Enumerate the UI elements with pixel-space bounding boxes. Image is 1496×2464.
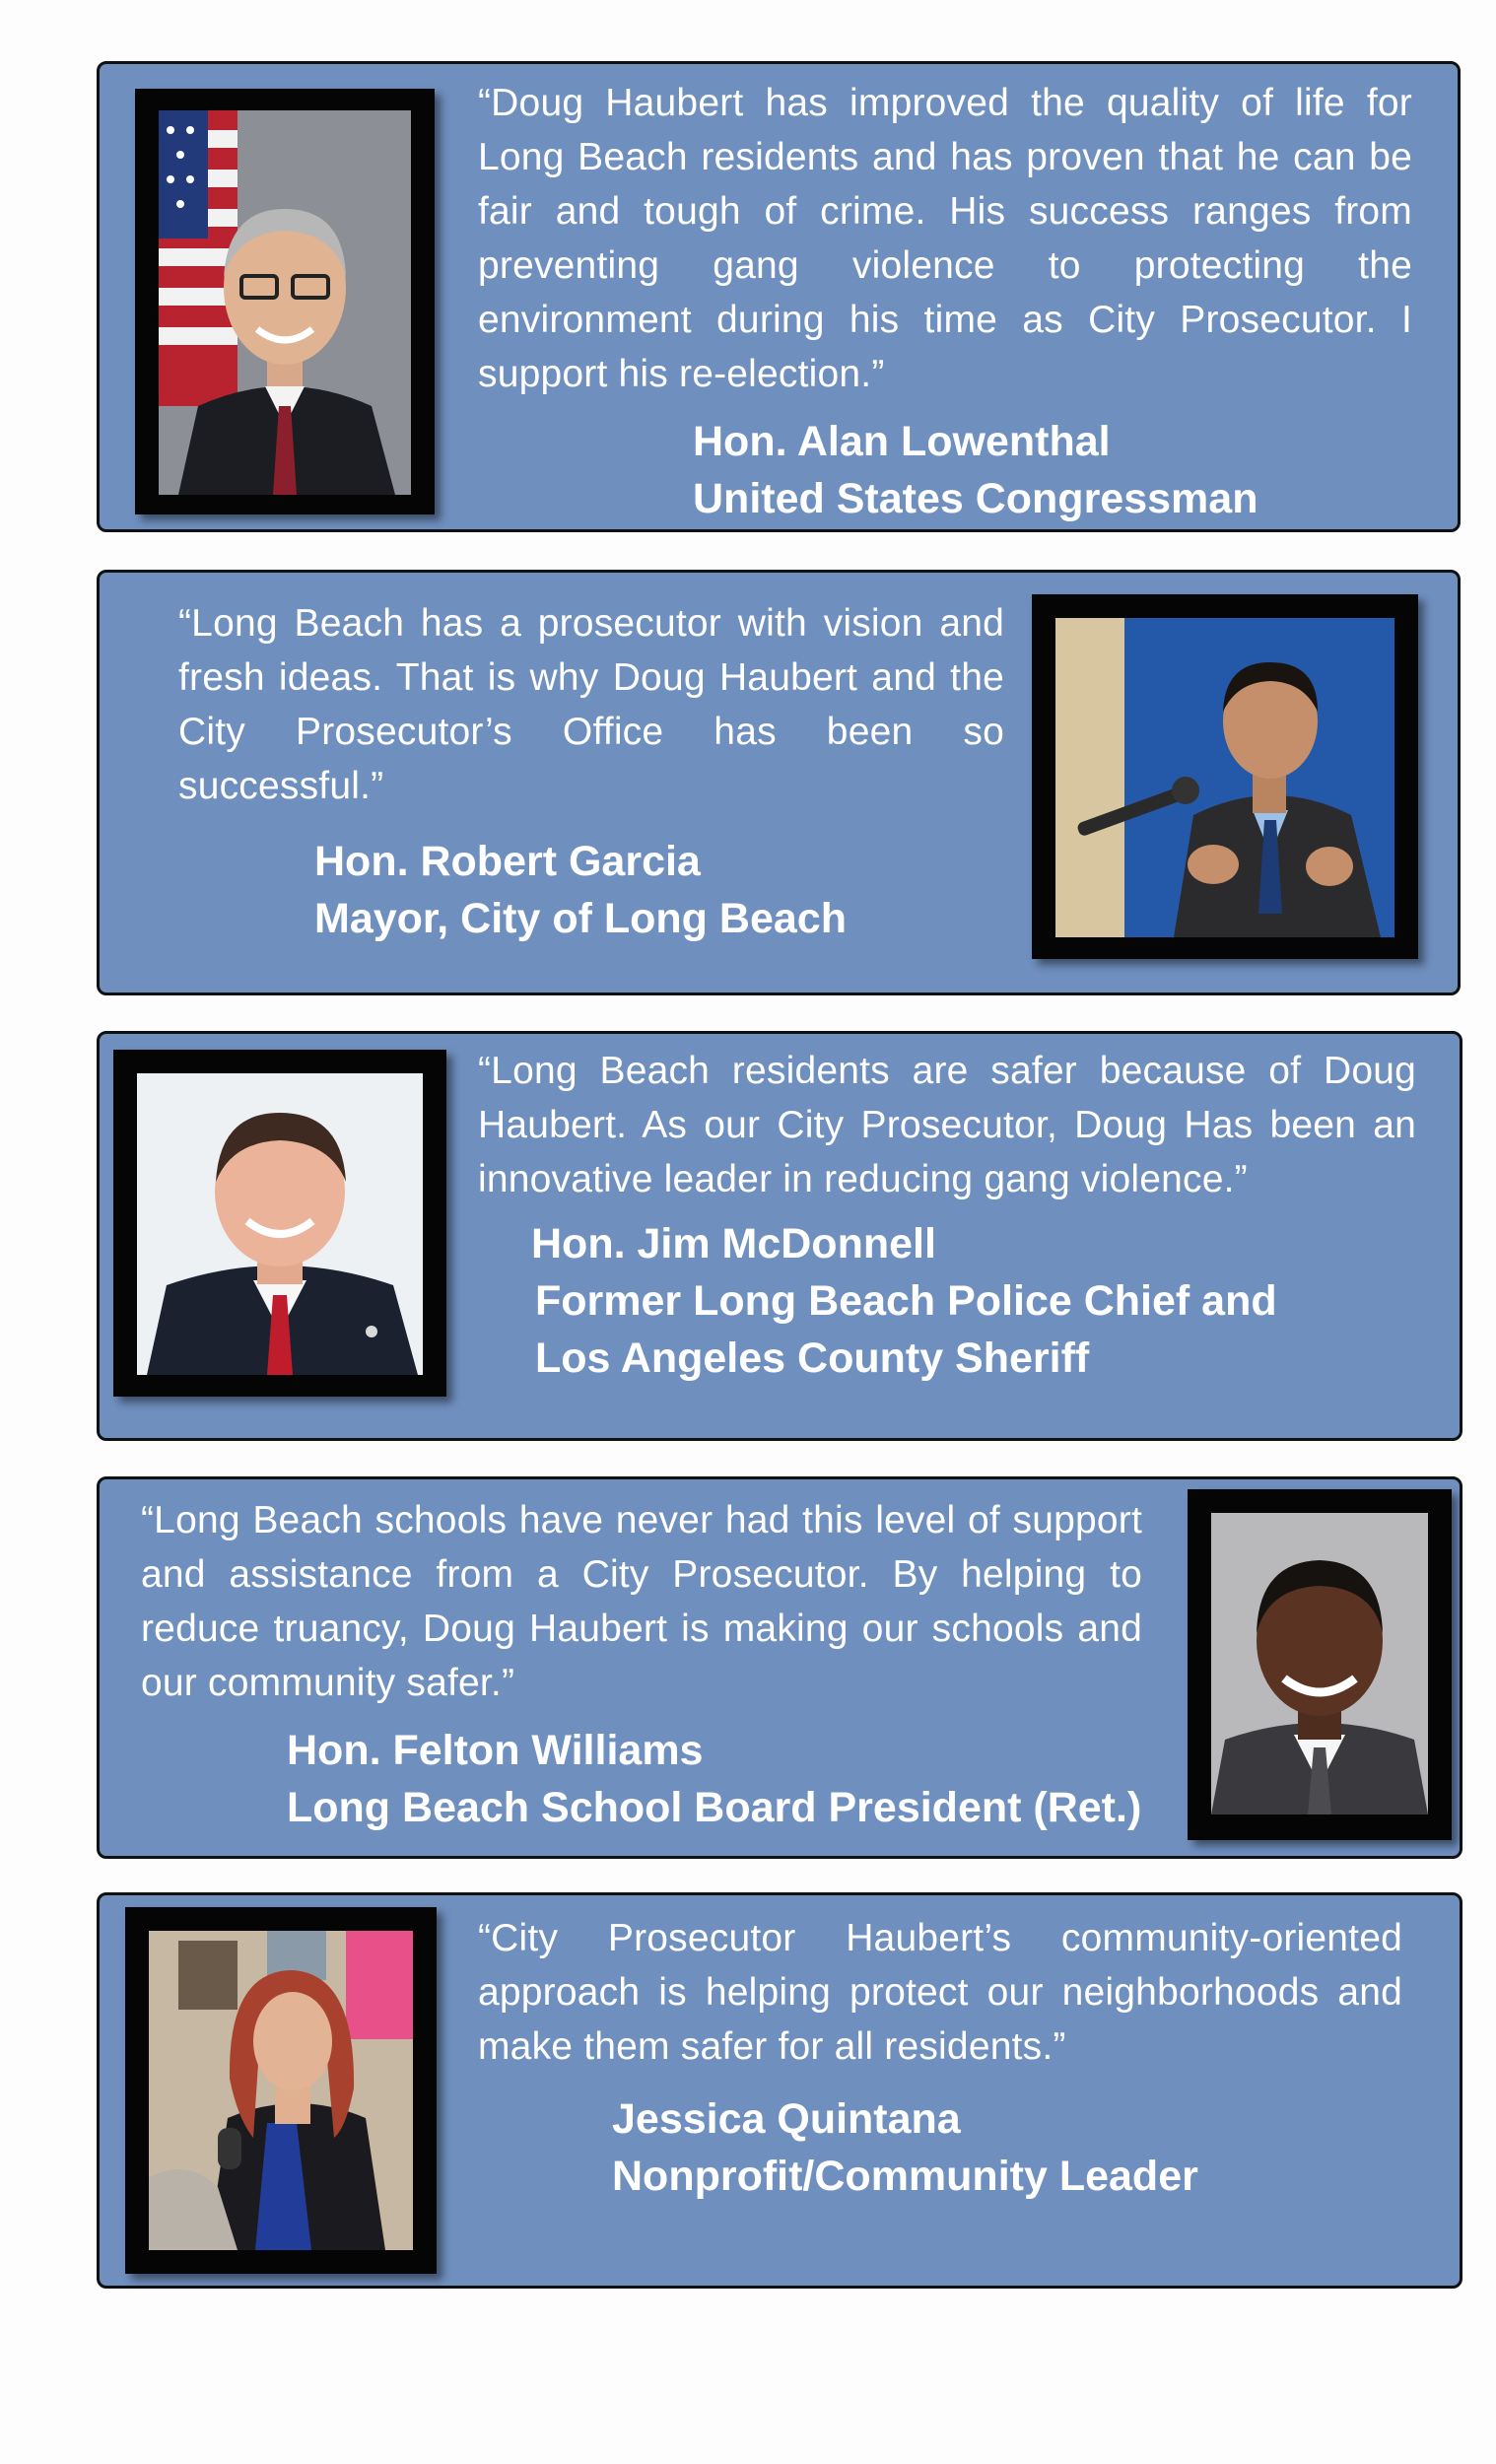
portrait-photo [137, 1073, 423, 1375]
endorsement-signature [612, 2090, 1198, 2205]
endorser-title: Nonprofit/Community Leader [612, 2153, 1198, 2200]
endorsement-signature [287, 1722, 1141, 1836]
endorsement-quote: “Doug Haubert has improved the quality of life for Long Beach residents and has proven that he can be fair and tough of crime. His success ranges from preventing gang violence to protecting the environment during his time as City Prosecutor. I support his re-election.” [478, 82, 1412, 395]
endorser-name: Jessica Quintana [612, 2095, 961, 2143]
endorser-title-line-2: Los Angeles County Sheriff [535, 1335, 1090, 1382]
endorser-name: Hon. Alan Lowenthal [693, 418, 1111, 465]
endorser-name: Hon. Felton Williams [287, 1727, 704, 1774]
endorser-name: Hon. Jim McDonnell [531, 1220, 936, 1267]
endorsement-card-mcdonnell [97, 1031, 1462, 1441]
photo-frame [113, 1050, 446, 1397]
endorser-title-line-1: Former Long Beach Police Chief and [535, 1277, 1277, 1325]
portrait-photo [149, 1931, 413, 2250]
portrait-photo [1055, 618, 1394, 937]
endorsement-quote: “Long Beach has a prosecutor with vision and fresh ideas. That is why Doug Haubert and the City Prosecutor’s Office has been so successful.” [178, 602, 1004, 807]
endorsement-card-garcia [97, 570, 1461, 995]
endorsement-quote: “Long Beach residents are safer because of Doug Haubert. As our City Prosecutor, Doug Has been an innovative leader in reducing gang violence.” [478, 1050, 1416, 1200]
endorsement-quote: “City Prosecutor Haubert’s community-oriented approach is helping protect our neighborhoods and make them safer for all residents.” [478, 1917, 1402, 2068]
endorsement-signature [531, 1215, 1277, 1387]
endorsement-signature [314, 833, 847, 947]
endorsement-signature [693, 413, 1258, 527]
portrait-photo [1211, 1513, 1428, 1814]
endorser-title: Mayor, City of Long Beach [314, 895, 847, 942]
portrait-photo [159, 110, 411, 495]
endorsement-card-quintana [97, 1892, 1462, 2289]
endorsement-card-williams [97, 1476, 1462, 1859]
photo-frame [135, 89, 435, 514]
endorser-name: Hon. Robert Garcia [314, 838, 701, 885]
photo-frame [1188, 1489, 1452, 1840]
endorsement-card-lowenthal [97, 61, 1461, 532]
endorser-title: Long Beach School Board President (Ret.) [287, 1784, 1142, 1831]
photo-frame [1032, 594, 1418, 959]
endorser-title: United States Congressman [693, 475, 1258, 522]
endorsement-quote: “Long Beach schools have never had this level of support and assistance from a City Prosecutor. By helping to reduce truancy, Doug Haubert is making our schools and our community safer.” [141, 1499, 1142, 1704]
photo-frame [125, 1907, 437, 2274]
